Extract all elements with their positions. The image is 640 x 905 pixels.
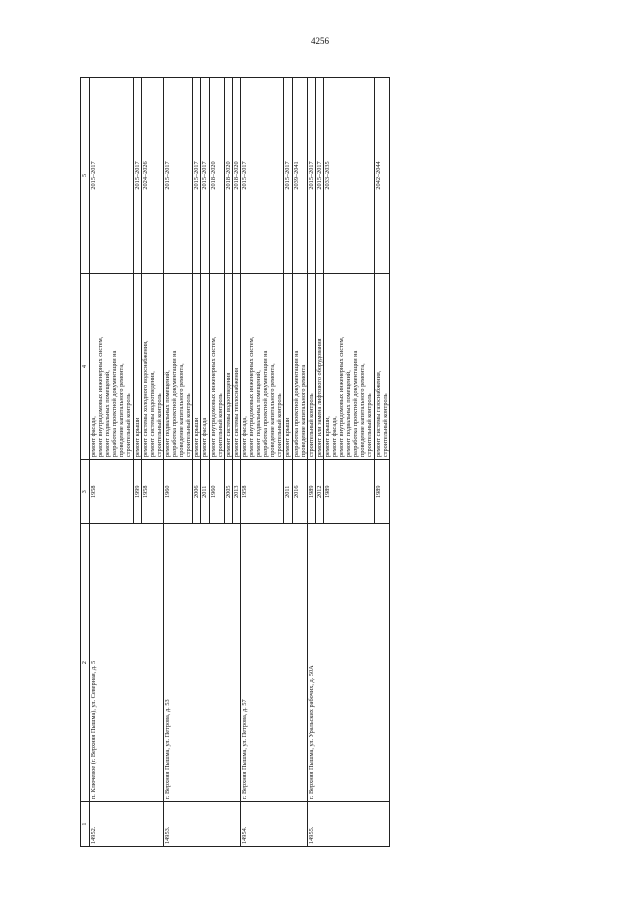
year-cell: 2013 bbox=[232, 460, 240, 524]
row-number: 14952. bbox=[90, 802, 164, 847]
work-line: ремонт внутридомовых инженерных систем, bbox=[209, 336, 217, 458]
work-line: разработка проектной документации на bbox=[292, 350, 300, 458]
work-line: строительный контроль bbox=[125, 393, 133, 458]
building-address: г. Верхняя Пышма, ул. Петрова, д. 53 bbox=[163, 524, 240, 802]
work-line: разработка проектной документации на bbox=[262, 350, 270, 458]
work-line: разработка проектной документации на bbox=[352, 350, 360, 458]
work-line: строительный контроль bbox=[216, 393, 224, 458]
period-cell: 2015–2017 bbox=[307, 78, 315, 274]
work-line: проведение капитального ремонта bbox=[299, 364, 307, 458]
period-cell: 2018–2020 bbox=[209, 78, 224, 274]
work-line: строительный контроль bbox=[366, 393, 374, 458]
period-cell: 2018–2020 bbox=[224, 78, 232, 274]
row-number: 14954. bbox=[240, 802, 307, 847]
works-cell bbox=[374, 273, 389, 459]
work-line: ремонт системы водоотведения bbox=[224, 372, 232, 458]
work-line: проведение капитального ремонта, bbox=[118, 363, 126, 458]
year-cell: 2016 bbox=[292, 460, 307, 524]
works-cell bbox=[315, 273, 323, 459]
rotated-table-container bbox=[80, 77, 560, 847]
work-line: ремонт системы водоотведения, bbox=[148, 371, 156, 458]
period-cell: 2015–2017 bbox=[163, 78, 192, 274]
work-line: ремонт внутридомовых инженерных систем, bbox=[247, 336, 255, 458]
period-cell: 2015–2017 bbox=[284, 78, 292, 274]
work-line: строительный контроль bbox=[276, 393, 284, 458]
work-line: строительный контроль bbox=[307, 393, 315, 458]
row-number: 14955. bbox=[307, 802, 389, 847]
work-line: проведение капитального ремонта, bbox=[178, 363, 186, 458]
works-cell bbox=[90, 273, 134, 459]
building-address: п. Ключевое (г. Верхняя Пышма), ул. Северная, д. 5 bbox=[90, 524, 164, 802]
work-line: строительный контроль bbox=[155, 393, 163, 458]
table-row bbox=[90, 78, 134, 847]
table-row bbox=[240, 78, 284, 847]
work-line: ремонт внутридомовых инженерных систем, bbox=[97, 336, 105, 458]
header-row bbox=[81, 78, 90, 847]
header-col-4: 4 bbox=[81, 273, 90, 459]
works-cell bbox=[209, 273, 224, 459]
year-cell: 2011 bbox=[201, 460, 209, 524]
work-line: строительный контроль bbox=[185, 393, 193, 458]
work-line: ремонт системы теплоснабжения bbox=[232, 367, 240, 458]
period-cell: 2015–2017 bbox=[193, 78, 201, 274]
works-cell bbox=[284, 273, 292, 459]
works-cell bbox=[141, 273, 163, 459]
table-row bbox=[307, 78, 315, 847]
work-line: разработка проектной документации на bbox=[171, 350, 179, 458]
work-line: проведение капитального ремонта, bbox=[269, 363, 277, 458]
work-line: ремонт системы холодного водоснабжения, bbox=[141, 340, 149, 458]
work-line: проведение капитального ремонта, bbox=[359, 363, 367, 458]
year-cell: 1958 bbox=[90, 460, 134, 524]
period-cell: 2039–2041 bbox=[292, 78, 307, 274]
work-line: ремонт фасада, bbox=[90, 416, 97, 458]
row-number: 14953. bbox=[163, 802, 240, 847]
period-cell: 2015–2017 bbox=[315, 78, 323, 274]
period-cell: 2033–2035 bbox=[323, 78, 374, 274]
year-cell: 2012 bbox=[315, 460, 323, 524]
year-cell: 2006 bbox=[193, 460, 201, 524]
works-cell bbox=[224, 273, 232, 459]
work-line: ремонт подвальных помещений, bbox=[104, 370, 112, 458]
works-cell bbox=[323, 273, 374, 459]
header-col-2: 2 bbox=[81, 524, 90, 802]
header-col-5: 5 bbox=[81, 78, 90, 274]
repair-schedule-table bbox=[80, 77, 390, 847]
works-cell bbox=[307, 273, 315, 459]
table-row bbox=[163, 78, 192, 847]
period-cell: 2024–2026 bbox=[141, 78, 163, 274]
year-cell: 1958 bbox=[141, 460, 163, 524]
year-cell: 1960 bbox=[163, 460, 192, 524]
work-line: ремонт подвальных помещений, bbox=[255, 370, 263, 458]
building-address: г. Верхняя Пышма, ул. Уральских рабочих, д. 50А bbox=[307, 524, 389, 802]
period-cell: 2015–2017 bbox=[201, 78, 209, 274]
year-cell: 1999 bbox=[133, 460, 141, 524]
work-line: ремонт системы газоснабжения, bbox=[374, 370, 382, 458]
page-number: 4256 bbox=[311, 36, 329, 46]
works-cell bbox=[201, 273, 209, 459]
work-line: ремонт или замена лифтового оборудования bbox=[315, 338, 323, 458]
year-cell: 1989 bbox=[307, 460, 315, 524]
works-cell bbox=[232, 273, 240, 459]
year-cell: 1958 bbox=[240, 460, 284, 524]
period-cell: 2018–2020 bbox=[232, 78, 240, 274]
work-line: ремонт фасада, bbox=[240, 416, 248, 458]
period-cell: 2015–2017 bbox=[240, 78, 284, 274]
works-cell bbox=[133, 273, 141, 459]
work-line: разработка проектной документации на bbox=[111, 350, 119, 458]
header-col-1: 1 bbox=[81, 802, 90, 847]
work-line: ремонт крыши bbox=[193, 417, 201, 458]
period-cell: 2015–2017 bbox=[90, 78, 134, 274]
works-cell bbox=[292, 273, 307, 459]
work-line: ремонт фасада, bbox=[331, 416, 338, 458]
work-line: ремонт крыши bbox=[133, 417, 141, 458]
works-cell bbox=[193, 273, 201, 459]
period-cell: 2042–2044 bbox=[374, 78, 389, 274]
work-line: строительный контроль bbox=[381, 393, 389, 458]
year-cell: 1989 bbox=[323, 460, 374, 524]
work-line: ремонт фасада bbox=[201, 417, 209, 458]
works-cell bbox=[240, 273, 284, 459]
work-line: ремонт подвальных помещений, bbox=[345, 370, 353, 458]
year-cell: 1960 bbox=[209, 460, 224, 524]
year-cell: 2011 bbox=[284, 460, 292, 524]
header-col-3: 3 bbox=[81, 460, 90, 524]
work-line: ремонт подвальных помещений, bbox=[163, 370, 171, 458]
year-cell: 2005 bbox=[224, 460, 232, 524]
work-line: ремонт внутридомовых инженерных систем, bbox=[338, 336, 346, 458]
works-cell bbox=[163, 273, 192, 459]
period-cell: 2015–2017 bbox=[133, 78, 141, 274]
work-line: ремонт крыши, bbox=[323, 416, 331, 458]
year-cell: 1989 bbox=[374, 460, 389, 524]
work-line: ремонт крыши bbox=[284, 417, 292, 458]
building-address: г. Верхняя Пышма, ул. Петрова, д. 57 bbox=[240, 524, 307, 802]
